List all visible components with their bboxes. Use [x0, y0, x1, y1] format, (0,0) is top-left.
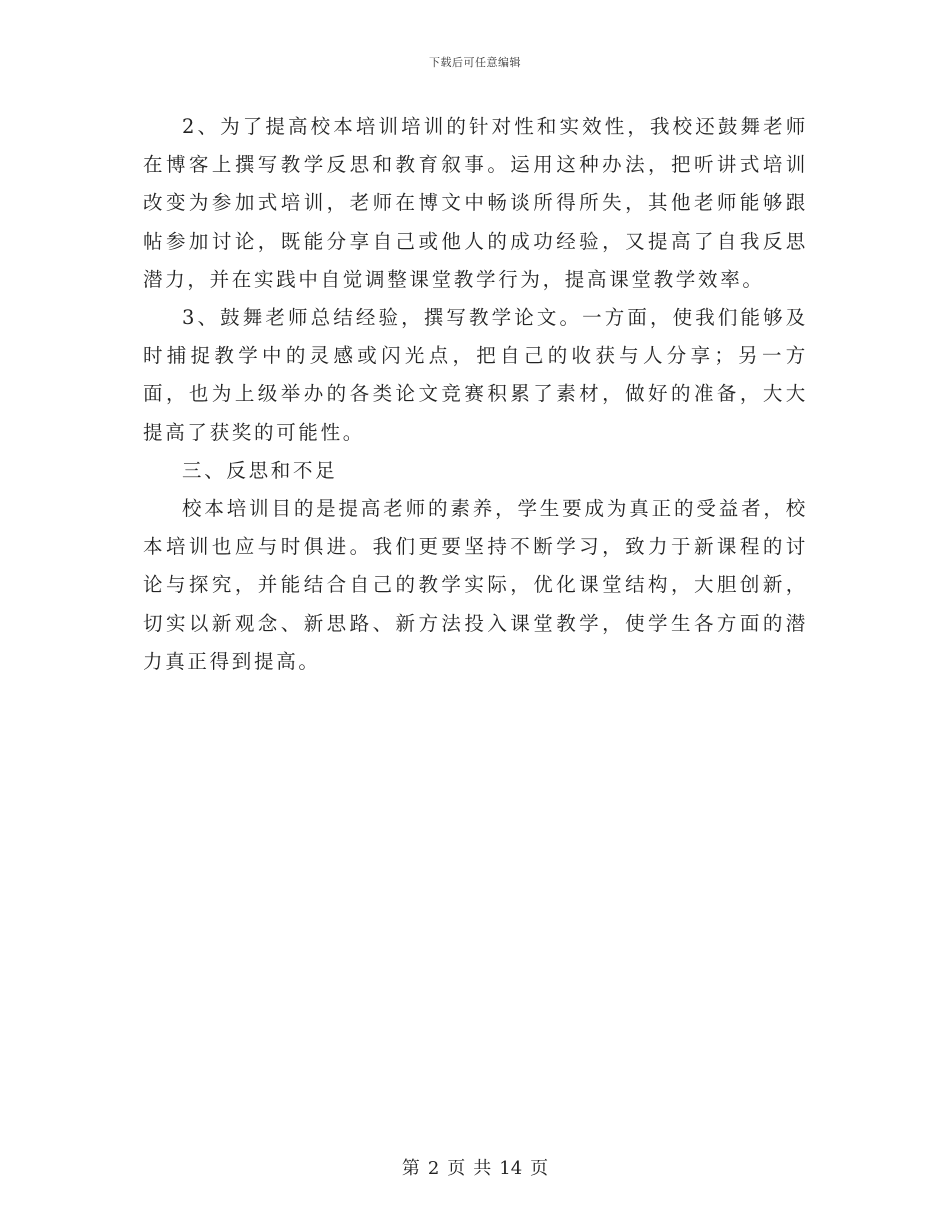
page-header: 下载后可任意编辑	[429, 56, 521, 69]
footer-total-word: 共	[473, 1158, 492, 1179]
total-page-count: 14	[499, 1158, 523, 1179]
paragraph-item-2: 2、为了提高校本培训培训的针对性和实效性，我校还鼓舞老师在博客上撰写教学反思和教育叙事。运用这种办法，把听讲式培训改变为参加式培训，老师在博文中畅谈所得所失，其他老师能够跟帖参加讨论，既能分享自己或他人的成功经验，又提高了自我反思潜力，并在实践中自觉调整课堂教学行为，提高课堂教学效率。	[143, 115, 808, 291]
current-page-number: 2	[427, 1158, 440, 1179]
paragraph-item-3: 3、鼓舞老师总结经验，撰写教学论文。一方面，使我们能够及时捕捉教学中的灵感或闪光点，把自己的收获与人分享；另一方面，也为上级举办的各类论文竞赛积累了素材，做好的准备，大大提高了获奖的可能性。	[143, 306, 808, 444]
footer-suffix: 页	[530, 1158, 549, 1179]
document-body	[143, 108, 808, 681]
section-heading: 三、反思和不足	[182, 458, 338, 482]
footer-prefix: 第	[401, 1158, 420, 1179]
page-footer	[0, 1154, 950, 1180]
paragraph-reflection: 校本培训目的是提高老师的素养，学生要成为真正的受益者，校本培训也应与时俱进。我们更要坚持不断学习，致力于新课程的讨论与探究，并能结合自己的教学实际，优化课堂结构，大胆创新，切实以新观念、新思路、新方法投入课堂教学，使学生各方面的潜力真正得到提高。	[143, 497, 808, 673]
footer-page-word: 页	[447, 1158, 466, 1179]
